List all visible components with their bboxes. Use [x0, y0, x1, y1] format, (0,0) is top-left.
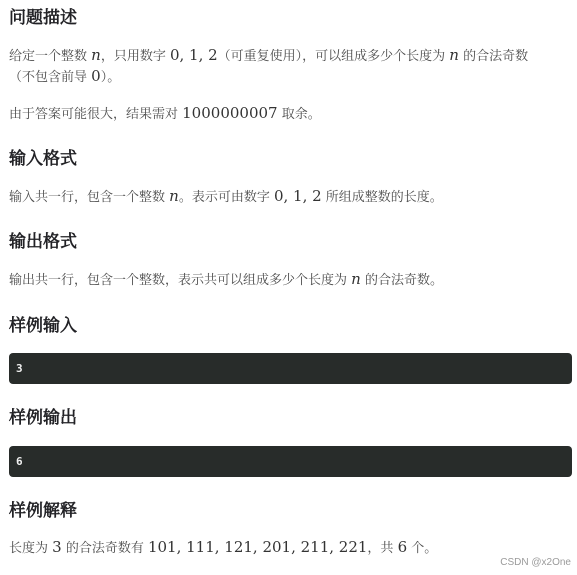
sample-explanation-text: [9, 537, 437, 559]
text-segment: （不包含前导: [9, 70, 92, 85]
text-segment: ，只用数字: [100, 49, 170, 64]
text-segment: 。表示可由数字: [178, 190, 274, 205]
text-segment: 个。: [407, 541, 438, 556]
math-variable-n: n: [449, 46, 459, 64]
text-segment: 给定一个整数: [9, 49, 92, 64]
math-length: 3: [52, 538, 62, 556]
problem-description-heading: 问题描述: [9, 8, 77, 28]
output-format-text: [9, 269, 443, 291]
text-segment: 的合法奇数。: [360, 273, 443, 288]
text-segment: 所组成整数的长度。: [321, 190, 443, 205]
sample-input-value: 3: [16, 362, 23, 375]
csdn-watermark: CSDN @x2One: [500, 557, 571, 568]
math-count: 6: [397, 538, 408, 556]
text-segment: ）。: [100, 70, 121, 85]
text-segment: ，共: [367, 541, 398, 556]
math-variable-n: n: [91, 46, 101, 64]
sample-output-value: 6: [16, 455, 23, 468]
text-segment: 由于答案可能很大，结果需对: [9, 107, 183, 122]
sample-input-heading: 样例输入: [9, 316, 77, 336]
math-modulus: 1000000007: [182, 104, 278, 122]
input-format-heading: 输入格式: [9, 149, 77, 169]
input-format-text: [9, 186, 443, 208]
problem-description-line-1: [9, 45, 528, 67]
text-segment: 输入共一行，包含一个整数: [9, 190, 170, 205]
sample-output-code-block: [9, 446, 572, 477]
math-variable-n: n: [169, 187, 179, 205]
text-segment: 长度为: [9, 541, 53, 556]
modulo-note: [9, 103, 321, 125]
text-segment: 的合法奇数有: [61, 541, 148, 556]
output-format-heading: 输出格式: [9, 232, 77, 252]
math-zero: 0: [91, 67, 101, 85]
text-segment: 输出共一行，包含一个整数，表示共可以组成多少个长度为: [9, 273, 352, 288]
text-segment: 取余。: [277, 107, 321, 122]
text-segment: （可重复使用），可以组成多少个长度为: [217, 49, 450, 64]
sample-input-code-block: [9, 353, 572, 384]
math-digits: 0, 1, 2: [273, 187, 322, 205]
sample-explanation-heading: 样例解释: [9, 501, 77, 521]
math-variable-n: n: [351, 270, 361, 288]
math-digits: 0, 1, 2: [169, 46, 218, 64]
math-number-list: 101, 111, 121, 201, 211, 221: [147, 538, 368, 556]
text-segment: 的合法奇数: [458, 49, 529, 64]
problem-description-line-2: [9, 66, 120, 88]
sample-output-heading: 样例输出: [9, 408, 77, 428]
